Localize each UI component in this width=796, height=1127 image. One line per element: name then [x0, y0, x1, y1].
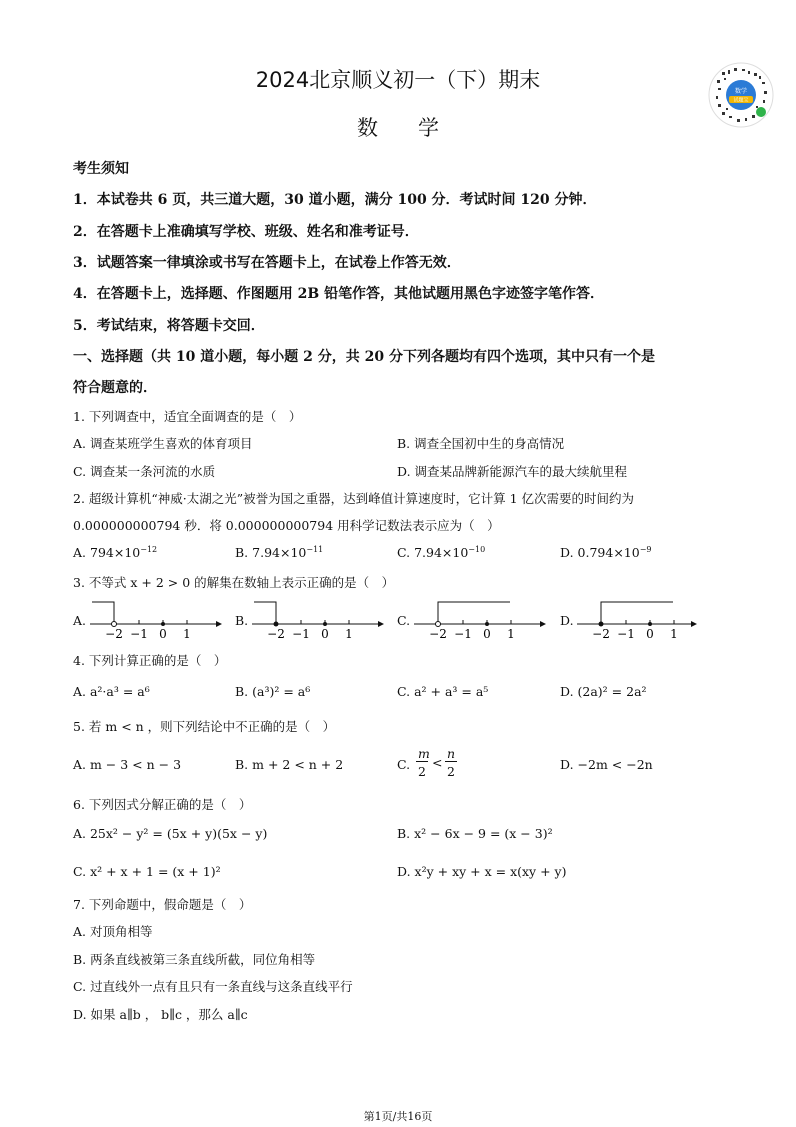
notice-item-1: 1．本试卷共 6 页，共三道大题，30 道小题，满分 100 分．考试时间 120 分钟． — [73, 192, 597, 208]
notice-item-5: 5．考试结束，将答题卡交回． — [73, 318, 265, 334]
q6-option-c: C. x² + x + 1 = (x + 1)² — [73, 864, 221, 879]
q4-option-a: A. a²·a³ = a⁶ — [73, 684, 150, 699]
q7-option-d: D. 如果 a∥b ， b∥c ，那么 a∥c — [73, 1007, 248, 1022]
q4-option-d: D. (2a)² = 2a² — [560, 684, 647, 699]
q3-number-line-c — [412, 598, 552, 644]
tick-label: 0 — [321, 627, 329, 641]
q2-option-a-exp: −12 — [140, 545, 158, 554]
tick-label: −2 — [105, 627, 123, 641]
svg-text:试题宝: 试题宝 — [733, 97, 749, 104]
q3-option-d-label: D. — [560, 613, 574, 628]
page-number: 第1页/共16页 — [363, 1110, 433, 1123]
q2-option-b-label: B. — [235, 545, 249, 561]
notice-title: 考生须知 — [73, 161, 129, 177]
q1-option-d: D. 调查某品牌新能源汽车的最大续航里程 — [397, 464, 628, 479]
q3-option-c-label: C. — [397, 613, 411, 628]
tick-label: −1 — [292, 627, 310, 641]
tick-label: −1 — [454, 627, 472, 641]
q7-stem: 7. 下列命题中，假命题是（ ） — [73, 897, 252, 912]
page-title: 2024北京顺义初一（下）期末 — [255, 68, 541, 92]
q3-number-line-d — [575, 598, 715, 644]
q2-option-d-label: D. — [560, 545, 574, 561]
q5-frac-num-m: m — [418, 746, 430, 761]
q1-stem: 1. 下列调查中，适宜全面调查的是（ ） — [73, 409, 302, 424]
q1-option-b: B. 调查全国初中生的身高情况 — [397, 436, 565, 451]
tick-label: −1 — [617, 627, 635, 641]
q2-option-b-value: 7.94×10 — [252, 545, 307, 561]
tick-label: 0 — [159, 627, 167, 641]
q3-option-b-label: B. — [235, 613, 249, 628]
q4-option-c: C. a² + a³ = a⁵ — [397, 684, 489, 699]
q7-option-a: A. 对顶角相等 — [73, 924, 153, 939]
q2-option-a-value: 794×10 — [90, 545, 141, 561]
q4-stem: 4. 下列计算正确的是（ ） — [73, 653, 227, 668]
subject-title: 数学 — [357, 116, 479, 140]
q2-option-a-label: A. — [73, 545, 87, 561]
qr-code-icon — [708, 62, 774, 128]
q3-number-line-b — [250, 598, 390, 644]
q2-option-a — [73, 545, 157, 560]
section-heading-cont: 符合题意的． — [73, 380, 157, 396]
q6-option-a: A. 25x² − y² = (5x + y)(5x − y) — [73, 826, 268, 841]
q5-option-d: D. −2m < −2n — [560, 757, 653, 772]
q2-option-b-exp: −11 — [306, 545, 324, 554]
q2-option-c — [397, 545, 485, 560]
q1-option-c: C. 调查某一条河流的水质 — [73, 464, 216, 479]
tick-label: 0 — [646, 627, 654, 641]
q5-stem: 5. 若 m < n ，则下列结论中不正确的是（ ） — [73, 719, 336, 734]
q6-option-b: B. x² − 6x − 9 = (x − 3)² — [397, 826, 553, 841]
tick-label: 1 — [183, 627, 191, 641]
q2-stem-line1: 2. 超级计算机“神威·太湖之光”被誉为国之重器，达到峰值计算速度时，它计算 1 亿次需要的时间约为 — [73, 491, 635, 506]
q5-frac-den-1: 2 — [418, 764, 426, 779]
q5-frac-bar-1 — [416, 761, 428, 762]
q5-option-c-fraction — [416, 746, 466, 782]
q3-option-a-label: A. — [73, 613, 87, 628]
q2-option-c-value: 7.94×10 — [414, 545, 469, 561]
q2-option-d-value: 0.794×10 — [577, 545, 640, 561]
q2-stem-line2: 0.000000000794 秒．将 0.000000000794 用科学记数法表示应为（ ） — [73, 518, 500, 533]
q7-option-c: C. 过直线外一点有且只有一条直线与这条直线平行 — [73, 979, 353, 994]
q5-option-b: B. m + 2 < n + 2 — [235, 757, 344, 772]
q5-frac-lt: < — [432, 755, 443, 770]
q5-option-a: A. m − 3 < n − 3 — [73, 757, 182, 772]
q5-frac-num-n: n — [447, 746, 456, 761]
q5-option-c-label: C. — [397, 757, 411, 772]
notice-item-3: 3．试题答案一律填涂或书写在答题卡上，在试卷上作答无效． — [73, 255, 461, 271]
tick-label: −2 — [592, 627, 610, 641]
tick-label: −2 — [267, 627, 285, 641]
q2-option-d-exp: −9 — [639, 545, 652, 554]
tick-label: 1 — [345, 627, 353, 641]
q6-option-d: D. x²y + xy + x = x(xy + y) — [397, 864, 567, 879]
q6-stem: 6. 下列因式分解正确的是（ ） — [73, 797, 252, 812]
q1-option-a: A. 调查某班学生喜欢的体育项目 — [73, 436, 253, 451]
tick-label: 1 — [507, 627, 515, 641]
q5-frac-den-2: 2 — [447, 764, 455, 779]
q3-number-line-a — [88, 598, 228, 644]
tick-label: −1 — [130, 627, 148, 641]
notice-item-4: 4．在答题卡上，选择题、作图题用 2B 铅笔作答，其他试题用黑色字迹签字笔作答． — [73, 286, 605, 302]
tick-label: 0 — [483, 627, 491, 641]
q2-option-b — [235, 545, 323, 560]
q3-stem: 3. 不等式 x + 2 > 0 的解集在数轴上表示正确的是（ ） — [73, 575, 395, 590]
q5-frac-bar-2 — [445, 761, 457, 762]
q2-option-c-label: C. — [397, 545, 411, 561]
q4-option-b: B. (a³)² = a⁶ — [235, 684, 311, 699]
q7-option-b: B. 两条直线被第三条直线所截，同位角相等 — [73, 952, 316, 967]
tick-label: 1 — [670, 627, 678, 641]
notice-item-2: 2．在答题卡上准确填写学校、班级、姓名和准考证号． — [73, 224, 419, 240]
section-heading: 一、选择题（共 10 道小题，每小题 2 分，共 20 分下列各题均有四个选项，其中只有一个是 — [73, 349, 655, 365]
svg-text:数学: 数学 — [734, 88, 748, 95]
q2-option-c-exp: −10 — [468, 545, 486, 554]
q2-option-d — [560, 545, 652, 560]
tick-label: −2 — [429, 627, 447, 641]
